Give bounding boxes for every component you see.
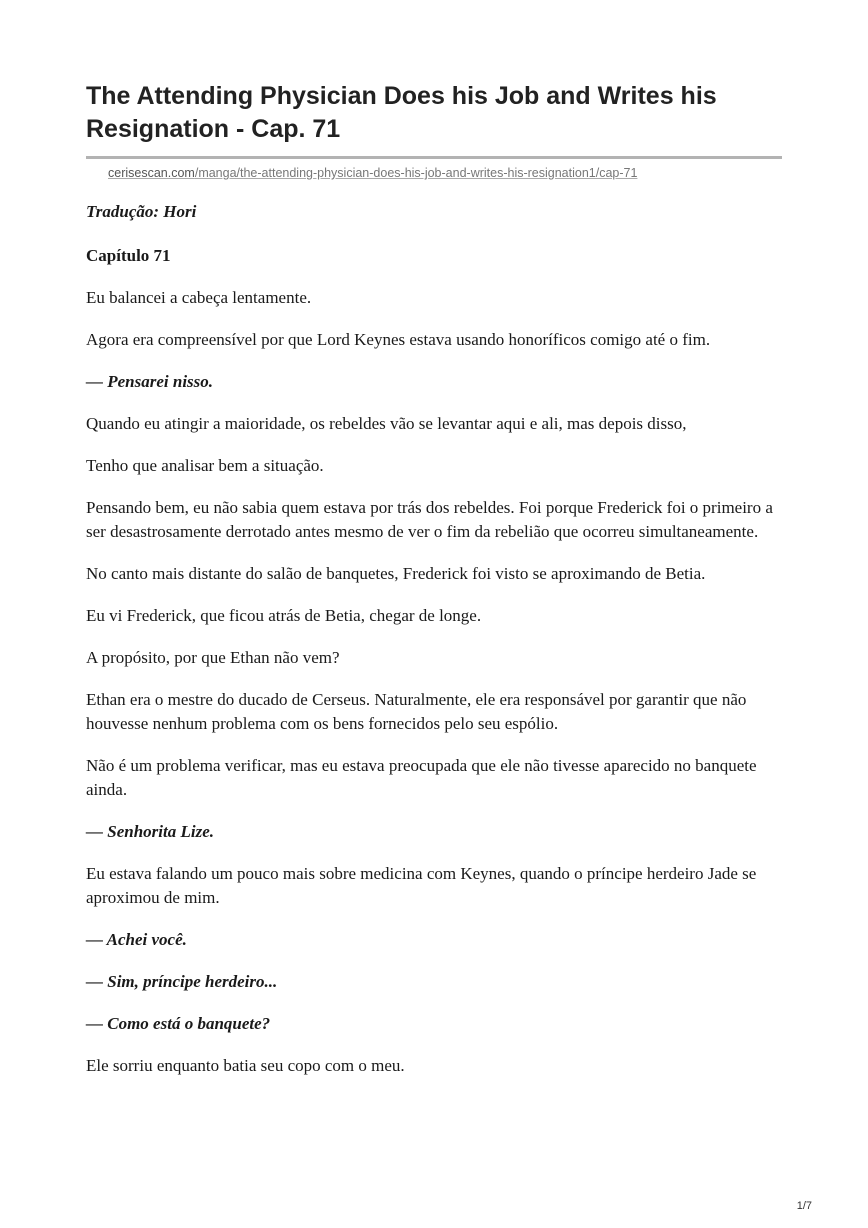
paragraph: A propósito, por que Ethan não vem? — [86, 648, 340, 667]
paragraph: Ethan era o mestre do ducado de Cerseus. Naturalmente, ele era responsável por garantir que não houvesse nenhum problema com os bens fornecidos pelo seu espólio. — [86, 690, 747, 733]
paragraph: Eu vi Frederick, que ficou atrás de Betia, chegar de longe. — [86, 606, 482, 625]
paragraph: — Achei você. — [86, 930, 187, 949]
paragraph: Eu balancei a cabeça lentamente. — [86, 288, 312, 307]
paragraph: — Pensarei nisso. — [86, 372, 214, 391]
paragraph: — Senhorita Lize. — [86, 822, 214, 841]
paragraph: Tradução: Hori — [86, 202, 197, 221]
source-domain[interactable]: cerisescan.com — [108, 166, 195, 180]
paragraph: Agora era compreensível por que Lord Keynes estava usando honoríficos comigo até o fim. — [86, 330, 711, 349]
paragraph: Tenho que analisar bem a situação. — [86, 456, 324, 475]
paragraph: Capítulo 71 — [86, 246, 171, 265]
paragraph: Ele sorriu enquanto batia seu copo com o meu. — [86, 1056, 405, 1075]
page-number: 1/7 — [796, 1200, 812, 1212]
paragraph: Não é um problema verificar, mas eu estava preocupada que ele não tivesse aparecido no banquete ainda. — [86, 756, 757, 799]
title-divider — [86, 156, 782, 159]
paragraph: Pensando bem, eu não sabia quem estava por trás dos rebeldes. Foi porque Frederick foi o primeiro a ser desastrosamente derrotado antes mesmo de ver o fim da rebelião que ocorreu simultaneamente. — [86, 498, 773, 541]
chapter-content — [86, 200, 782, 1078]
paragraph: No canto mais distante do salão de banquetes, Frederick foi visto se aproximando de Betia. — [86, 564, 706, 583]
source-link[interactable] — [108, 166, 782, 180]
paragraph: Quando eu atingir a maioridade, os rebeldes vão se levantar aqui e ali, mas depois disso, — [86, 414, 687, 433]
source-path[interactable]: /manga/the-attending-physician-does-his-job-and-writes-his-resignation1/cap-71 — [194, 166, 638, 180]
paragraph: — Sim, príncipe herdeiro... — [86, 972, 278, 991]
document-page — [86, 80, 782, 1078]
page-title: The Attending Physician Does his Job and Writes his Resignation - Cap. 71 — [86, 82, 717, 143]
paragraph: — Como está o banquete? — [86, 1014, 271, 1033]
paragraph: Eu estava falando um pouco mais sobre medicina com Keynes, quando o príncipe herdeiro Jade se aproximou de mim. — [86, 864, 757, 907]
